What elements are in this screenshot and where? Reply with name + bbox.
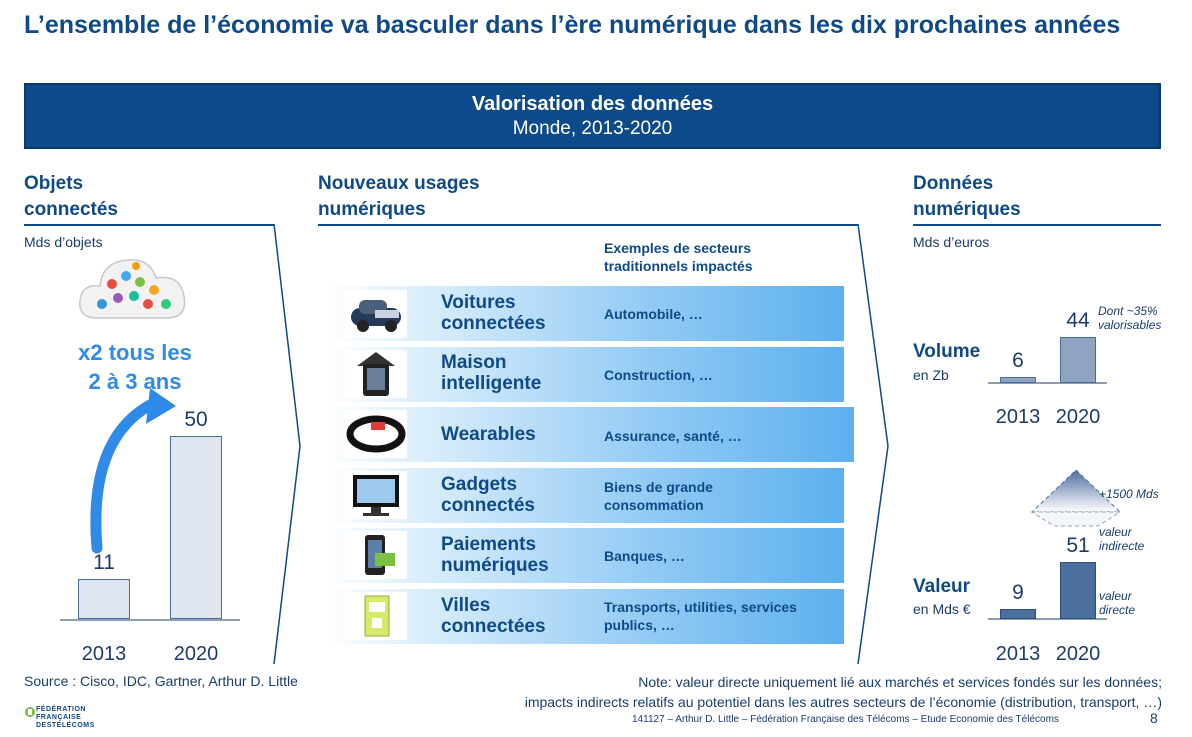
volume-bar-2020 xyxy=(1060,337,1096,383)
row-label-line1: Voitures xyxy=(441,292,516,313)
middle-heading-line2: numériques xyxy=(318,199,426,220)
banner-title: Valorisation des données xyxy=(471,93,714,115)
valeur-bar-2013 xyxy=(1000,609,1036,619)
row-sector-line1: Transports, utilities, services xyxy=(604,599,797,615)
valeur-tick-label: 2013 xyxy=(995,643,1041,665)
volume-tick-label: 2020 xyxy=(1055,406,1101,428)
page-number: 8 xyxy=(1150,710,1158,726)
row-label-line2: connectées xyxy=(441,616,546,637)
direct-label-line2: directe xyxy=(1099,603,1136,617)
row-sector: Construction, … xyxy=(604,367,713,383)
indirect-label-line1: valeur xyxy=(1099,525,1132,539)
page-title: L’ensemble de l’économie va basculer dans l’ère numérique dans les dix prochaines années xyxy=(24,11,1121,39)
row-sector: Automobile, … xyxy=(604,306,703,322)
value-unit: en Mds € xyxy=(913,601,971,617)
row-sector-line2: consommation xyxy=(604,497,704,513)
direct-label-line1: valeur xyxy=(1099,589,1132,603)
valeur-value-label: 51 xyxy=(1066,534,1090,557)
volume-unit: en Zb xyxy=(913,367,949,383)
footer-note xyxy=(360,672,1162,712)
objets-value-label: 50 xyxy=(184,408,208,431)
row-label-line1: Wearables xyxy=(441,424,536,445)
valeur-bar-2020 xyxy=(1060,562,1096,619)
row-sector: Assurance, santé, … xyxy=(604,428,742,444)
row-label-line1: Gadgets xyxy=(441,474,518,495)
row-sector-line2: publics, … xyxy=(604,617,675,633)
volume-tick-label: 2013 xyxy=(995,406,1041,428)
row-label-line2: connectés xyxy=(441,495,535,516)
row-label-line1: Maison xyxy=(441,352,507,373)
logo-line3: DESTÉLÉCOMS xyxy=(36,722,95,729)
volume-value-label: 6 xyxy=(1012,348,1024,372)
row-label-line2: intelligente xyxy=(441,373,542,394)
logo-line1: FÉDÉRATION xyxy=(36,706,86,713)
left-heading-line2: connectés xyxy=(24,199,118,220)
right-heading-line2: numériques xyxy=(913,199,1021,220)
objets-tick-label: 2020 xyxy=(173,643,219,665)
objets-value-label: 11 xyxy=(93,550,115,574)
valeur-tick-label: 2020 xyxy=(1055,643,1101,665)
row-label-line1: Villes xyxy=(441,595,491,616)
growth-line1: x2 tous les xyxy=(78,340,192,365)
sectors-header-line2: traditionnels impactés xyxy=(604,258,753,274)
source-text: Source : Cisco, IDC, Gartner, Arthur D. Little xyxy=(24,673,298,689)
right-unit: Mds d’euros xyxy=(913,234,990,250)
growth-line2: 2 à 3 ans xyxy=(88,369,182,394)
indirect-amount: +1500 Mds xyxy=(1099,487,1159,501)
volume-label: Volume xyxy=(913,341,981,362)
footer-note-line2: impacts indirects relatifs au potentiel dans les autres secteurs de l’économie (distribution, transport, …) xyxy=(524,694,1162,710)
logo-line2: FRANÇAISE xyxy=(36,714,82,721)
objets-tick-label: 2013 xyxy=(81,643,127,665)
footer-note-line1: Note: valeur directe uniquement lié aux marchés et services fondés sur les données; xyxy=(638,674,1162,690)
row-label-line2: numériques xyxy=(441,555,549,576)
right-heading-line1: Données xyxy=(913,173,994,194)
ftt-logo xyxy=(24,706,96,730)
row-sector-line1: Biens de grande xyxy=(604,479,713,495)
left-heading-line1: Objets xyxy=(24,173,84,194)
volume-note-line1: Dont ~35% xyxy=(1098,304,1158,318)
row-sector: Banques, … xyxy=(604,548,685,564)
valeur-value-label: 9 xyxy=(1012,580,1024,604)
middle-heading-line1: Nouveaux usages xyxy=(318,173,480,194)
ftt-logo-icon xyxy=(24,706,36,718)
left-unit: Mds d’objets xyxy=(24,234,103,250)
value-label: Valeur xyxy=(913,576,971,597)
volume-note-line2: valorisables xyxy=(1098,318,1162,332)
indirect-label-line2: indirecte xyxy=(1099,539,1145,553)
footer-credit: 141127 – Arthur D. Little – Fédération Française des Télécoms – Etude Economie des Télécoms xyxy=(632,714,1059,725)
sectors-header-line1: Exemples de secteurs xyxy=(604,240,752,256)
volume-bar-2013 xyxy=(1000,377,1036,383)
row-label-line2: connectées xyxy=(441,313,546,334)
volume-value-label: 44 xyxy=(1066,309,1090,332)
row-label-line1: Paiements xyxy=(441,534,537,555)
banner-subtitle: Monde, 2013-2020 xyxy=(512,118,673,139)
